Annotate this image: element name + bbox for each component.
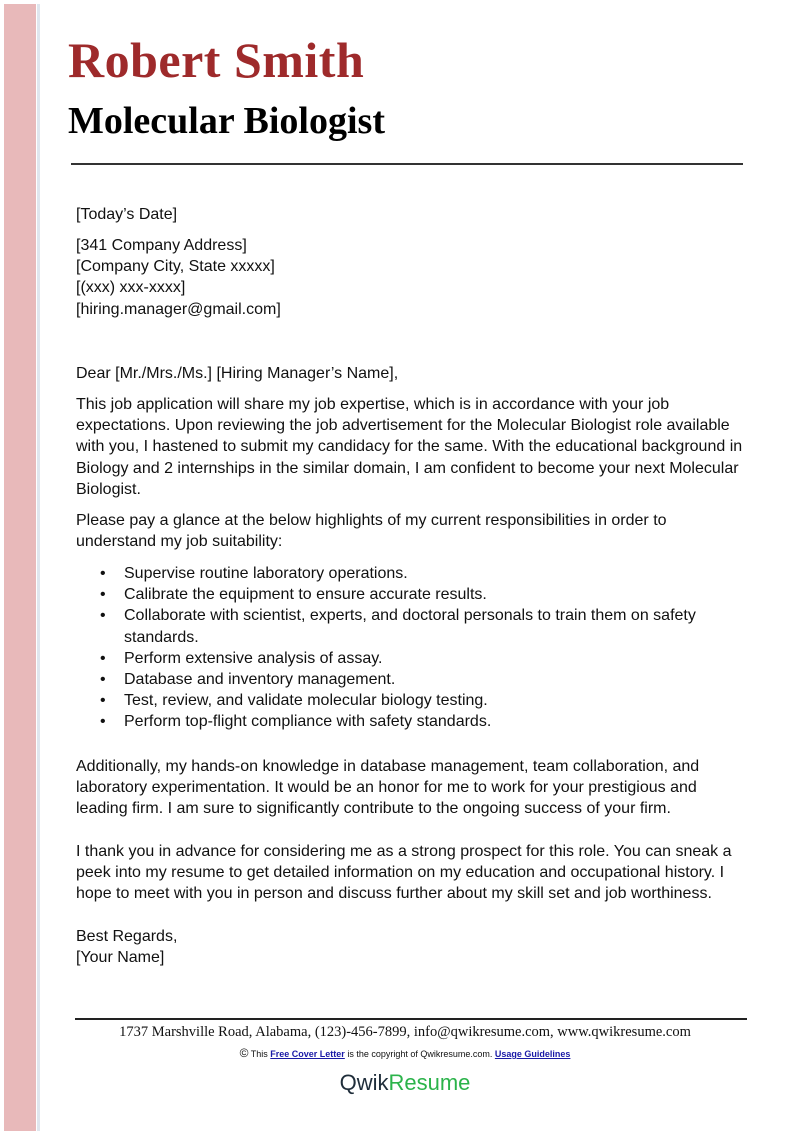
list-item: • Database and inventory management.	[76, 669, 746, 690]
copyright-text: This	[250, 1049, 268, 1059]
address-line: [341 Company Address]	[76, 237, 247, 254]
paragraph-intro: This job application will share my job expertise, which is in accordance with your job expectations. Upon reviewing the job advertisement for the Molecular Biologist role available with you, I hastened to submit my candidacy for the same. With the educational background in Biology and 2 internships in the similar domain, I am confident to become your next Molecular Biologist.	[76, 396, 743, 498]
address-line: [Company City, State xxxxx]	[76, 258, 275, 276]
closing: Best Regards,	[76, 928, 178, 945]
paragraph-highlights: Please pay a glance at the below highlights of my current responsibilities in order to understand my job suitability:	[76, 512, 667, 551]
list-item: • Perform extensive analysis of assay.	[76, 648, 746, 669]
date: [Today’s Date]	[76, 206, 178, 223]
copyright-notice	[0, 1046, 800, 1060]
copyright-text: is the copyright of Qwikresume.com.	[347, 1049, 493, 1059]
list-item: • Perform top-flight compliance with safety standards.	[76, 711, 746, 732]
salutation: Dear [Mr./Mrs./Ms.] [Hiring Manager’s Name],	[76, 365, 399, 382]
footer-divider	[75, 1018, 747, 1020]
free-cover-letter-link[interactable]: Free Cover Letter	[270, 1049, 345, 1059]
list-item: • Supervise routine laboratory operations.	[76, 563, 746, 584]
list-item: • Calibrate the equipment to ensure accurate results.	[76, 584, 746, 605]
address-line: [(xxx) xxx-xxxx]	[76, 279, 186, 297]
left-accent-line	[37, 4, 40, 1131]
list-item: • Test, review, and validate molecular biology testing.	[76, 690, 746, 711]
header-divider	[71, 163, 743, 165]
address-line: [hiring.manager@gmail.com]	[76, 300, 281, 318]
paragraph-skills: Additionally, my hands-on knowledge in database management, team collaboration, and laboratory experimentation. It would be an honor for me to work for your prestigious and leading firm. I am sure to significantly contribute to the ongoing success of your firm.	[76, 758, 700, 818]
copyright-icon: ©	[239, 1046, 249, 1060]
usage-guidelines-link[interactable]: Usage Guidelines	[494, 1049, 571, 1059]
signoff	[76, 926, 746, 968]
signature: [Your Name]	[76, 949, 165, 967]
recipient-address	[76, 235, 746, 320]
qwikresume-logo	[0, 1070, 800, 1096]
logo-part: Qwik	[339, 1070, 389, 1095]
job-title: Molecular Biologist	[68, 100, 385, 142]
responsibilities-list	[76, 563, 746, 733]
left-accent-bar	[4, 4, 36, 1131]
paragraph-closing: I thank you in advance for considering me as a strong prospect for this role. You can sneak a peek into my resume to get detailed information on my education and occupational history. I hope to meet with you in person and discuss further about my skill set and job worthiness.	[76, 843, 732, 903]
applicant-name: Robert Smith	[68, 32, 365, 88]
list-item: • Collaborate with scientist, experts, and doctoral personals to train them on safety standards.	[76, 605, 746, 647]
logo-part: Resume	[388, 1070, 471, 1095]
footer-address: 1737 Marshville Road, Alabama, (123)-456-7899, info@qwikresume.com, www.qwikresume.com	[119, 1024, 691, 1040]
